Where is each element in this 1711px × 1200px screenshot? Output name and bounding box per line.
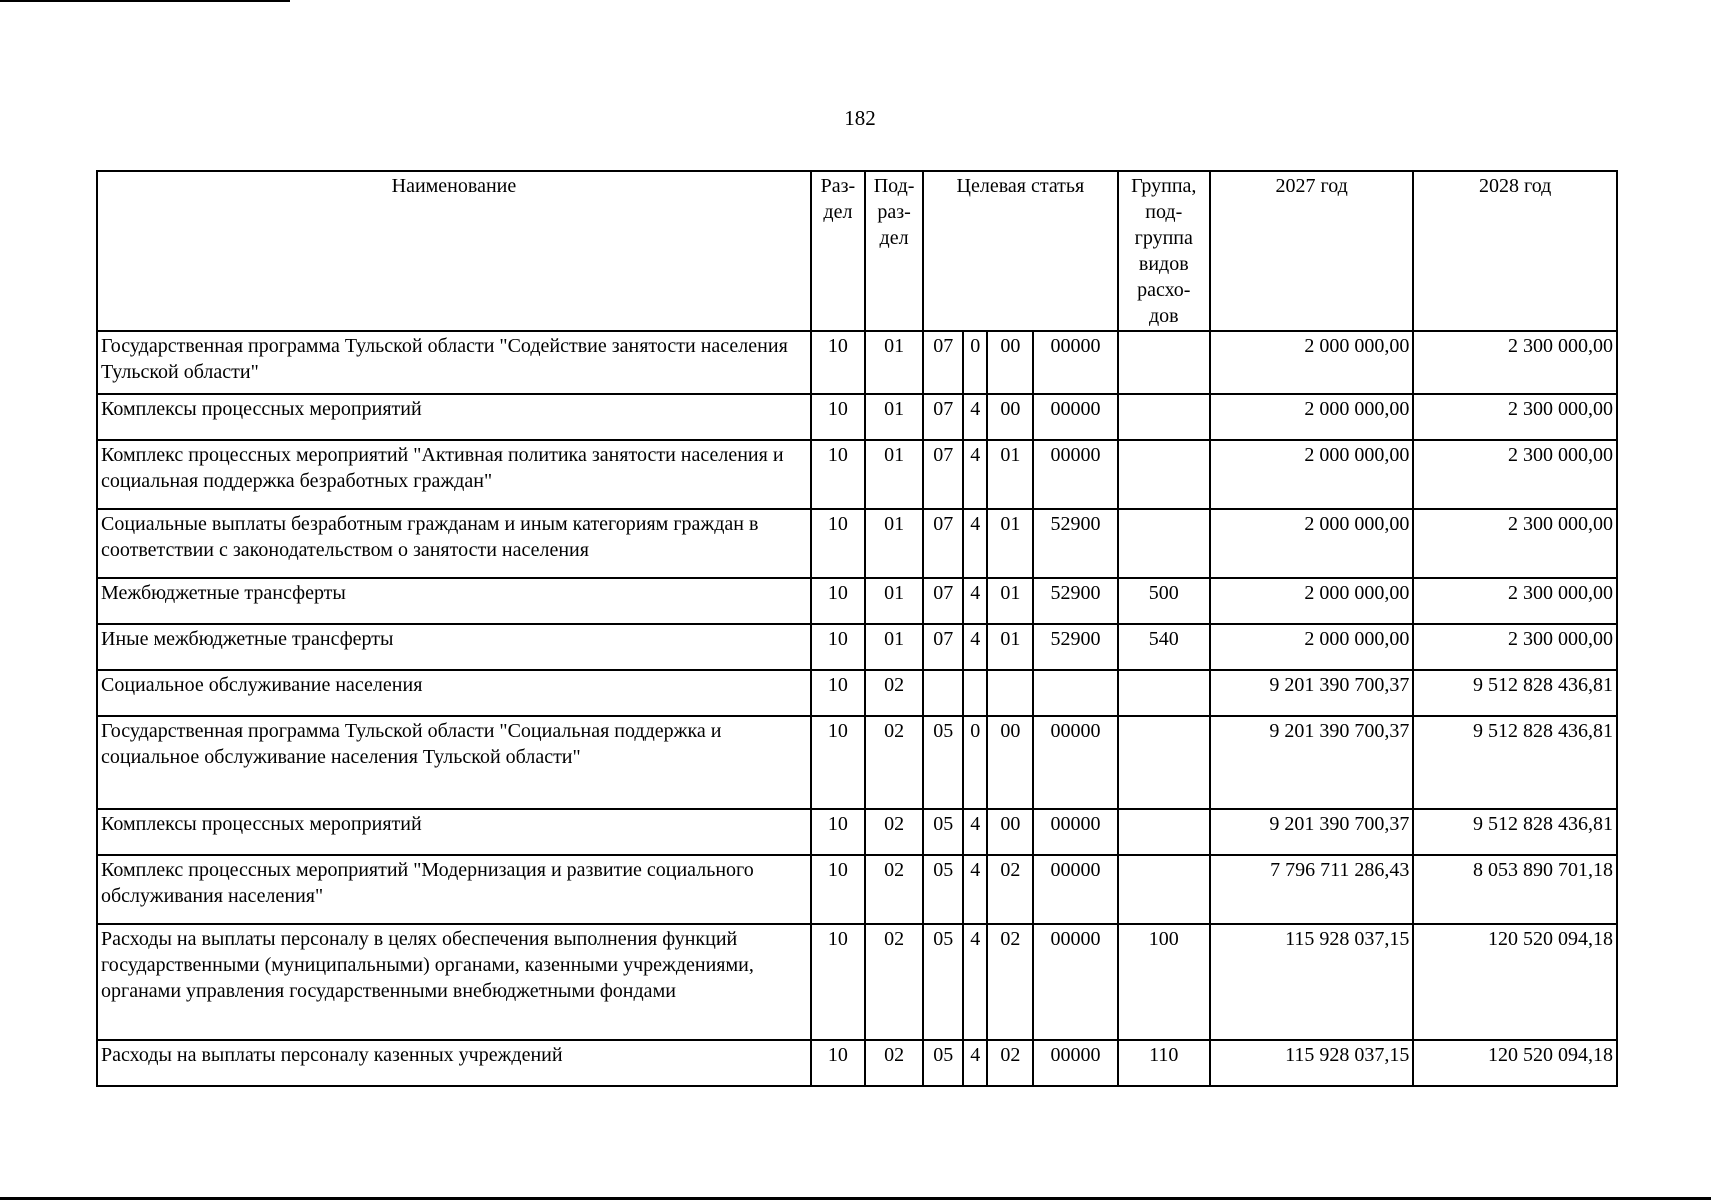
row-target-complex: 00 <box>987 809 1033 855</box>
row-amount-2027: 9 201 390 700,37 <box>1210 716 1414 809</box>
row-amount-2027: 115 928 037,15 <box>1210 924 1414 1040</box>
row-target-complex: 01 <box>987 509 1033 578</box>
row-target-program: 07 <box>923 578 963 624</box>
table-row <box>97 809 1617 855</box>
row-target-complex: 00 <box>987 331 1033 394</box>
row-razdel: 10 <box>811 716 865 809</box>
header-row <box>97 171 1617 331</box>
header-year-2028: 2028 год <box>1413 171 1617 331</box>
row-razdel: 10 <box>811 670 865 716</box>
row-amount-2027: 2 000 000,00 <box>1210 578 1414 624</box>
row-razdel: 10 <box>811 578 865 624</box>
row-target-direction: 00000 <box>1033 440 1117 509</box>
row-target-complex: 01 <box>987 440 1033 509</box>
row-target-type: 4 <box>963 624 987 670</box>
row-target-type: 4 <box>963 440 987 509</box>
row-target-direction: 00000 <box>1033 331 1117 394</box>
row-name: Государственная программа Тульской области "Содействие занятости населения Тульской области" <box>97 331 811 394</box>
table-row <box>97 716 1617 809</box>
table-row <box>97 855 1617 924</box>
row-target-direction: 52900 <box>1033 509 1117 578</box>
scan-edge-top <box>0 0 290 2</box>
row-target-complex: 00 <box>987 716 1033 809</box>
row-expense-group: 540 <box>1118 624 1210 670</box>
row-podrazdel: 02 <box>865 924 923 1040</box>
row-target-direction: 00000 <box>1033 1040 1117 1086</box>
row-target-complex: 02 <box>987 1040 1033 1086</box>
row-podrazdel: 01 <box>865 509 923 578</box>
row-podrazdel: 01 <box>865 331 923 394</box>
row-amount-2028: 120 520 094,18 <box>1413 1040 1617 1086</box>
row-podrazdel: 01 <box>865 578 923 624</box>
table-row <box>97 624 1617 670</box>
row-name: Социальное обслуживание населения <box>97 670 811 716</box>
row-name: Иные межбюджетные трансферты <box>97 624 811 670</box>
row-target-type: 4 <box>963 509 987 578</box>
table-row <box>97 331 1617 394</box>
row-name: Расходы на выплаты персоналу в целях обеспечения выполнения функций государственными (муниципальными) органами, казенными учреждениями, органами управления государственными внебюджетными фондами <box>97 924 811 1040</box>
header-year-2027: 2027 год <box>1210 171 1414 331</box>
row-name: Социальные выплаты безработным гражданам и иным категориям граждан в соответствии с законодательством о занятости населения <box>97 509 811 578</box>
row-name: Комплекс процессных мероприятий "Активная политика занятости населения и социальная поддержка безработных граждан" <box>97 440 811 509</box>
row-podrazdel: 02 <box>865 1040 923 1086</box>
row-target-program: 07 <box>923 509 963 578</box>
row-razdel: 10 <box>811 855 865 924</box>
row-podrazdel: 01 <box>865 394 923 440</box>
row-target-program: 05 <box>923 924 963 1040</box>
row-target-direction: 52900 <box>1033 624 1117 670</box>
table-row <box>97 670 1617 716</box>
row-expense-group <box>1118 440 1210 509</box>
row-podrazdel: 01 <box>865 624 923 670</box>
table-row <box>97 509 1617 578</box>
row-target-program <box>923 670 963 716</box>
row-target-complex: 01 <box>987 624 1033 670</box>
row-amount-2027: 2 000 000,00 <box>1210 624 1414 670</box>
row-target-program: 05 <box>923 855 963 924</box>
row-podrazdel: 02 <box>865 809 923 855</box>
table-row <box>97 394 1617 440</box>
page-number: 182 <box>844 106 876 130</box>
row-target-complex: 02 <box>987 924 1033 1040</box>
row-name: Комплексы процессных мероприятий <box>97 394 811 440</box>
row-target-direction: 52900 <box>1033 578 1117 624</box>
row-amount-2027: 2 000 000,00 <box>1210 394 1414 440</box>
row-expense-group <box>1118 809 1210 855</box>
row-target-program: 07 <box>923 624 963 670</box>
row-amount-2028: 2 300 000,00 <box>1413 331 1617 394</box>
table-row <box>97 578 1617 624</box>
row-target-direction <box>1033 670 1117 716</box>
row-podrazdel: 02 <box>865 670 923 716</box>
row-target-complex: 00 <box>987 394 1033 440</box>
row-expense-group: 100 <box>1118 924 1210 1040</box>
row-name: Государственная программа Тульской области "Социальная поддержка и социальное обслуживание населения Тульской области" <box>97 716 811 809</box>
row-target-complex: 01 <box>987 578 1033 624</box>
row-name: Комплексы процессных мероприятий <box>97 809 811 855</box>
row-expense-group <box>1118 855 1210 924</box>
budget-table <box>96 170 1618 1087</box>
row-amount-2027: 2 000 000,00 <box>1210 440 1414 509</box>
row-razdel: 10 <box>811 394 865 440</box>
row-name: Комплекс процессных мероприятий "Модернизация и развитие социального обслуживания населения" <box>97 855 811 924</box>
row-podrazdel: 02 <box>865 716 923 809</box>
row-target-complex: 02 <box>987 855 1033 924</box>
header-razdel: Раз- дел <box>811 171 865 331</box>
row-expense-group <box>1118 716 1210 809</box>
table-row <box>97 440 1617 509</box>
row-expense-group <box>1118 670 1210 716</box>
row-target-type: 0 <box>963 331 987 394</box>
table-row <box>97 1040 1617 1086</box>
row-amount-2028: 9 512 828 436,81 <box>1413 716 1617 809</box>
row-name: Расходы на выплаты персоналу казенных учреждений <box>97 1040 811 1086</box>
row-target-type: 0 <box>963 716 987 809</box>
header-name: Наименование <box>97 171 811 331</box>
row-amount-2027: 2 000 000,00 <box>1210 331 1414 394</box>
row-target-type: 4 <box>963 924 987 1040</box>
row-amount-2027: 2 000 000,00 <box>1210 509 1414 578</box>
row-target-direction: 00000 <box>1033 809 1117 855</box>
row-amount-2027: 9 201 390 700,37 <box>1210 670 1414 716</box>
row-target-direction: 00000 <box>1033 394 1117 440</box>
row-expense-group: 110 <box>1118 1040 1210 1086</box>
row-target-type: 4 <box>963 809 987 855</box>
row-expense-group <box>1118 394 1210 440</box>
row-amount-2027: 9 201 390 700,37 <box>1210 809 1414 855</box>
table-row <box>97 924 1617 1040</box>
row-expense-group <box>1118 509 1210 578</box>
row-name: Межбюджетные трансферты <box>97 578 811 624</box>
row-target-direction: 00000 <box>1033 855 1117 924</box>
row-razdel: 10 <box>811 809 865 855</box>
row-target-direction: 00000 <box>1033 716 1117 809</box>
row-target-type: 4 <box>963 578 987 624</box>
row-amount-2028: 9 512 828 436,81 <box>1413 809 1617 855</box>
row-target-program: 05 <box>923 716 963 809</box>
row-target-program: 07 <box>923 331 963 394</box>
row-target-type: 4 <box>963 855 987 924</box>
row-target-program: 05 <box>923 809 963 855</box>
row-amount-2028: 2 300 000,00 <box>1413 509 1617 578</box>
row-target-program: 05 <box>923 1040 963 1086</box>
header-expense-group: Группа, под- группа видов расхо- дов <box>1118 171 1210 331</box>
row-target-type: 4 <box>963 1040 987 1086</box>
row-amount-2028: 2 300 000,00 <box>1413 578 1617 624</box>
row-expense-group: 500 <box>1118 578 1210 624</box>
row-razdel: 10 <box>811 509 865 578</box>
row-target-direction: 00000 <box>1033 924 1117 1040</box>
row-amount-2028: 120 520 094,18 <box>1413 924 1617 1040</box>
row-amount-2028: 9 512 828 436,81 <box>1413 670 1617 716</box>
row-target-type: 4 <box>963 394 987 440</box>
row-razdel: 10 <box>811 440 865 509</box>
row-razdel: 10 <box>811 1040 865 1086</box>
row-target-complex <box>987 670 1033 716</box>
row-razdel: 10 <box>811 624 865 670</box>
row-expense-group <box>1118 331 1210 394</box>
row-amount-2028: 2 300 000,00 <box>1413 440 1617 509</box>
row-podrazdel: 02 <box>865 855 923 924</box>
row-amount-2028: 2 300 000,00 <box>1413 394 1617 440</box>
row-amount-2027: 115 928 037,15 <box>1210 1040 1414 1086</box>
header-podrazdel: Под- раз- дел <box>865 171 923 331</box>
row-amount-2028: 8 053 890 701,18 <box>1413 855 1617 924</box>
row-razdel: 10 <box>811 331 865 394</box>
row-amount-2028: 2 300 000,00 <box>1413 624 1617 670</box>
header-target-article: Целевая статья <box>923 171 1118 331</box>
row-target-program: 07 <box>923 440 963 509</box>
row-razdel: 10 <box>811 924 865 1040</box>
row-target-program: 07 <box>923 394 963 440</box>
row-amount-2027: 7 796 711 286,43 <box>1210 855 1414 924</box>
row-podrazdel: 01 <box>865 440 923 509</box>
row-target-type <box>963 670 987 716</box>
